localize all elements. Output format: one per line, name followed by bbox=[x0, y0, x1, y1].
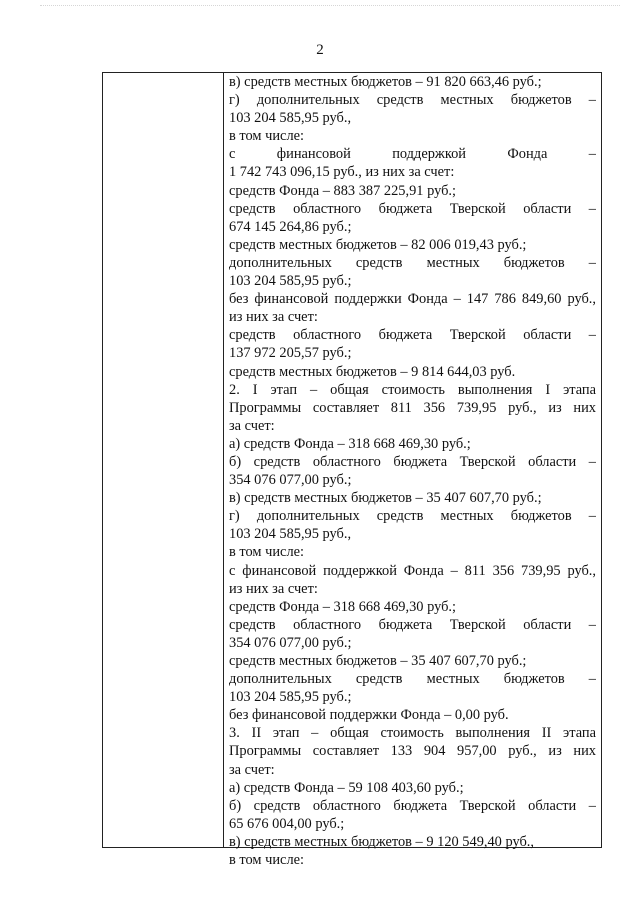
text-line: а) средств Фонда – 318 668 469,30 руб.; bbox=[229, 435, 471, 452]
text-line: 3. II этап – общая стоимость выполнения II этапа bbox=[229, 725, 596, 742]
text-line: 103 204 585,95 руб.; bbox=[229, 689, 352, 706]
text-line: 103 204 585,95 руб., bbox=[229, 110, 352, 127]
table-right-cell bbox=[224, 73, 601, 869]
text-line: в том числе: bbox=[229, 852, 305, 869]
text-line: в) средств местных бюджетов – 9 120 549,40 руб., bbox=[229, 833, 535, 850]
text-line: б) средств областного бюджета Тверской области – bbox=[229, 453, 596, 470]
page-number: 2 bbox=[316, 42, 324, 58]
text-line: за счет: bbox=[229, 761, 275, 778]
text-line: 65 676 004,00 руб.; bbox=[229, 815, 345, 832]
text-line: 674 145 264,86 руб.; bbox=[229, 218, 352, 235]
text-line: в том числе: bbox=[229, 128, 305, 145]
document-table bbox=[102, 72, 602, 869]
text-line: без финансовой поддержки Фонда – 0,00 руб. bbox=[229, 707, 509, 724]
text-line: средств областного бюджета Тверской области – bbox=[229, 200, 596, 217]
text-line: 103 204 585,95 руб., bbox=[229, 526, 352, 543]
text-line: без финансовой поддержки Фонда – 147 786 849,60 руб., bbox=[229, 291, 596, 308]
scan-noise-header bbox=[40, 5, 620, 8]
text-line: дополнительных средств местных бюджетов – bbox=[229, 254, 596, 271]
text-line: средств областного бюджета Тверской области – bbox=[229, 327, 596, 344]
text-line: б) средств областного бюджета Тверской области – bbox=[229, 797, 596, 814]
text-line: средств местных бюджетов – 82 006 019,43 руб.; bbox=[229, 236, 527, 253]
text-line: 137 972 205,57 руб.; bbox=[229, 345, 352, 362]
text-line: г) дополнительных средств местных бюджетов – bbox=[229, 92, 596, 109]
text-line: из них за счет: bbox=[229, 580, 318, 597]
text-line: 103 204 585,95 руб.; bbox=[229, 273, 352, 290]
text-line: средств местных бюджетов – 9 814 644,03 руб. bbox=[229, 363, 516, 380]
text-line: за счет: bbox=[229, 417, 275, 434]
text-line: средств местных бюджетов – 35 407 607,70 руб.; bbox=[229, 653, 527, 669]
text-line: Программы составляет 811 356 739,95 руб., из них bbox=[229, 399, 596, 416]
text-line: из них за счет: bbox=[229, 309, 318, 326]
text-line: с финансовой поддержкой Фонда – 811 356 739,95 руб., bbox=[229, 562, 596, 579]
text-line: в том числе: bbox=[229, 544, 305, 561]
text-line: 2. I этап – общая стоимость выполнения I этапа bbox=[229, 381, 596, 398]
text-line: 354 076 077,00 руб.; bbox=[229, 472, 352, 489]
text-line: средств областного бюджета Тверской области – bbox=[229, 616, 596, 633]
text-line: 354 076 077,00 руб.; bbox=[229, 634, 352, 651]
text-line: 1 742 743 096,15 руб., из них за счет: bbox=[229, 164, 455, 181]
text-line: с финансовой поддержкой Фонда – bbox=[229, 146, 596, 163]
text-line: Программы составляет 133 904 957,00 руб., из них bbox=[229, 743, 596, 760]
text-line: дополнительных средств местных бюджетов – bbox=[229, 671, 596, 688]
text-line: г) дополнительных средств местных бюджетов – bbox=[229, 508, 596, 525]
text-line: а) средств Фонда – 59 108 403,60 руб.; bbox=[229, 779, 464, 796]
text-line: в) средств местных бюджетов – 35 407 607,70 руб.; bbox=[229, 490, 542, 507]
text-line: в) средств местных бюджетов – 91 820 663,46 руб.; bbox=[229, 74, 542, 90]
text-line: средств Фонда – 318 668 469,30 руб.; bbox=[229, 598, 457, 615]
text-line: средств Фонда – 883 387 225,91 руб.; bbox=[229, 182, 457, 199]
table-left-cell bbox=[103, 73, 224, 847]
